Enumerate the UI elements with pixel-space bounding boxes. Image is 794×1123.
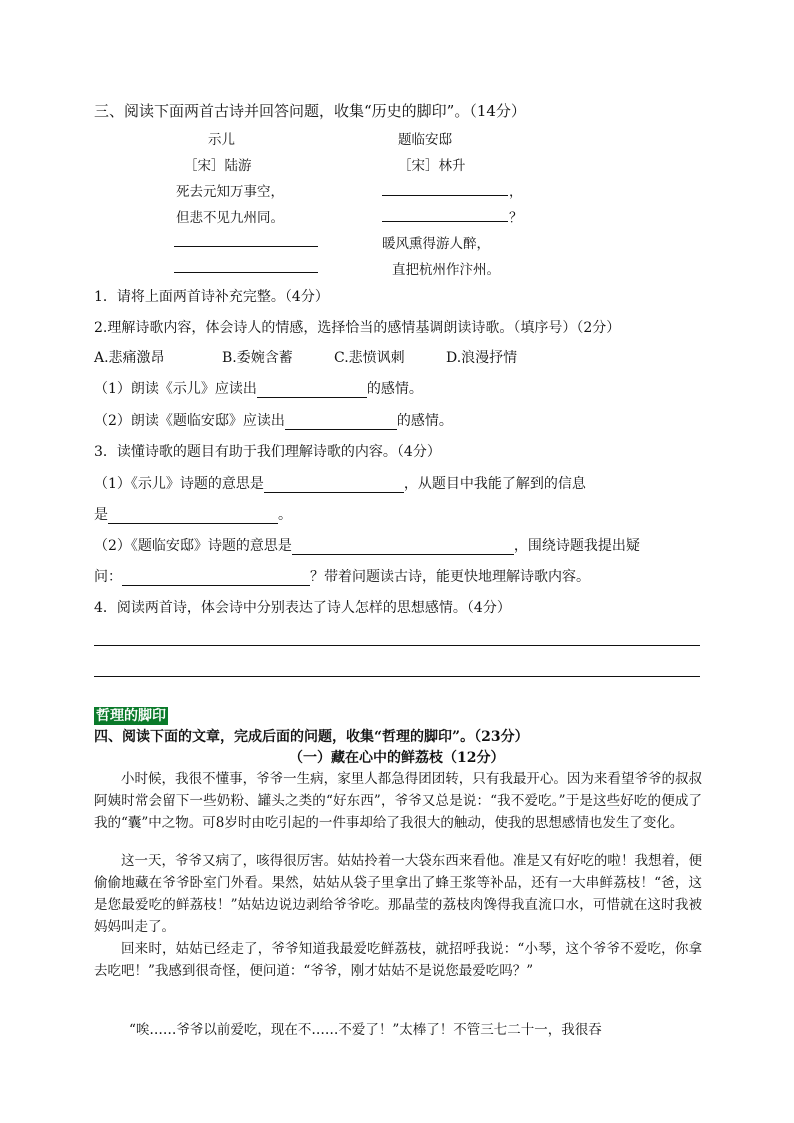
question-3-3-2-prefix: （2）《题临安邸》诗题的意思是 — [94, 538, 292, 554]
answer-blank-3-2b[interactable] — [122, 571, 310, 586]
section-header-q4: 四、阅读下面的文章，完成后面的问题，收集“哲理的脚印”。（23分） — [94, 729, 529, 745]
poem2-blank-1[interactable] — [382, 195, 508, 196]
poem2-line3: 暖风熏得游人醉， — [382, 236, 490, 252]
question-3-3-2-line2-prefix: 问： — [94, 569, 122, 585]
question-3-3-1-line2-prefix: 是 — [94, 507, 108, 523]
question-3-4: 4．阅读两首诗，体会诗中分别表达了诗人怎样的思想感情。（4分） — [94, 600, 511, 616]
section-tag-wrapper — [94, 705, 168, 725]
question-3-2-1-prefix: （1）朗读《示儿》应读出 — [94, 381, 257, 397]
question-3-3-1 — [94, 473, 586, 493]
question-3-3: 3．读懂诗歌的题目有助于我们理解诗歌的内容。（4分） — [94, 444, 441, 460]
answer-blank-2-2[interactable] — [285, 415, 397, 430]
reading-paragraph-1: 小时候，我很不懂事，爷爷一生病，家里人都急得团团转，只有我最开心。因为来看望爷爷的叔叔阿姨时常会留下一些奶粉、罐头之类的“好东西”，爷爷又总是说：“我不爱吃。”于是这些好吃的便成了我的“囊”中之物。可8岁时由吃引起的一件事却给了我很大的触动，使我的思想感情也发生了变化。 — [94, 771, 702, 831]
option-a: A.悲痛激昂 — [94, 350, 165, 366]
reading-paragraph-2: 这一天，爷爷又病了，咳得很厉害。姑姑拎着一大袋东西来看他。准是又有好吃的啦！我想着，便偷偷地藏在爷爷卧室门外看。果然，姑姑从袋子里拿出了蜂王浆等补品，还有一大串鲜荔枝！“爸，这是您最爱吃的鲜荔枝！”姑姑边说边剥给爷爷吃。那晶莹的荔枝肉馋得我直流口水，可惜就在这时我被妈妈叫走了。 — [94, 853, 702, 935]
question-3-1: 1．请将上面两首诗补充完整。（4分） — [94, 289, 329, 305]
question-3-2: 2.理解诗歌内容，体会诗人的情感，选择恰当的感情基调朗读诗歌。（填序号）（2分） — [94, 320, 621, 336]
question-3-3-2-suffix: ，围绕诗题我提出疑 — [513, 538, 640, 554]
poem2-title: 题临安邸 — [398, 132, 452, 148]
question-3-2-2-suffix: 的感情。 — [396, 413, 453, 429]
option-c: C.悲愤讽刺 — [334, 350, 405, 366]
question-3-3-1-mid: ，从题目中我能了解到的信息 — [403, 476, 586, 492]
reading-subtitle: （一）藏在心中的鲜荔枝（12分） — [289, 750, 505, 766]
option-d: D.浪漫抒情 — [446, 350, 518, 366]
poem1-line1: 死去元知万事空， — [176, 184, 284, 200]
question-3-3-1-line2 — [94, 504, 292, 524]
answer-blank-3-1a[interactable] — [264, 478, 404, 493]
reading-paragraph-4: “唉……爷爷以前爱吃，现在不……不爱了！”太棒了！不管三七二十一，我很吞 — [129, 1022, 602, 1038]
poem1-title: 示儿 — [208, 132, 235, 148]
reading-paragraph-3: 回来时，姑姑已经走了，爷爷知道我最爱吃鲜荔枝，就招呼我说：“小琴，这个爷爷不爱吃，你拿去吃吧！”我感到很奇怪，便问道：“爷爷，刚才姑姑不是说您最爱吃吗？” — [94, 941, 702, 979]
answer-blank-3-2a[interactable] — [292, 540, 514, 555]
question-3-2-1 — [94, 378, 423, 398]
option-b: B.委婉含蓄 — [222, 350, 293, 366]
poem2-author: ［宋］林升 — [398, 158, 466, 174]
poem2-line2-punct: ？ — [509, 210, 523, 226]
answer-line-2[interactable] — [94, 676, 700, 677]
answer-blank-3-1b[interactable] — [108, 509, 278, 524]
poem2-line4: 直把杭州作汴州。 — [392, 262, 500, 278]
poem2-line1-punct: ， — [509, 184, 523, 200]
section-header-q3: 三、阅读下面两首古诗并回答问题，收集“历史的脚印”。（14分） — [94, 102, 526, 120]
question-3-2-1-suffix: 的感情。 — [366, 381, 423, 397]
question-3-3-1-line2-suffix: 。 — [278, 507, 292, 523]
poem1-blank-3[interactable] — [174, 246, 318, 247]
poem1-line2: 但悲不见九州同。 — [176, 210, 284, 226]
question-3-2-2-prefix: （2）朗读《题临安邸》应读出 — [94, 413, 285, 429]
question-3-3-1-prefix: （1）《示儿》诗题的意思是 — [94, 476, 264, 492]
answer-blank-2-1[interactable] — [257, 383, 367, 398]
question-3-3-2-line2 — [94, 566, 590, 586]
section-tag-philosophy: 哲理的脚印 — [96, 708, 166, 724]
question-3-2-2 — [94, 410, 453, 430]
question-3-3-2 — [94, 535, 640, 555]
poem1-author: ［宋］陆游 — [184, 158, 252, 174]
question-3-3-2-line2-suffix: ？带着问题读古诗，能更快地理解诗歌内容。 — [310, 569, 590, 585]
poem2-blank-2[interactable] — [382, 221, 508, 222]
poem1-blank-4[interactable] — [174, 272, 318, 273]
answer-line-1[interactable] — [94, 645, 700, 646]
